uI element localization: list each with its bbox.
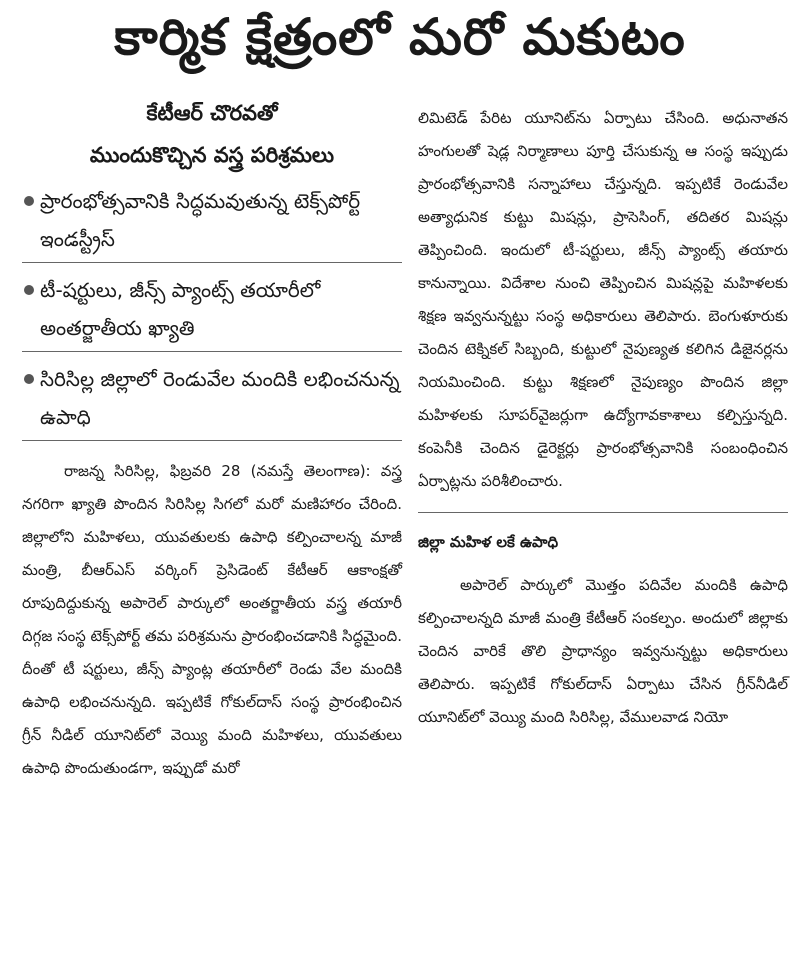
right-column	[418, 102, 788, 734]
highlight-bullet	[22, 358, 402, 441]
article-body-right-2: అపారెల్ పార్కులో మొత్తం పదివేల మందికి ఉపాధి కల్పించాలన్నది మాజీ మంత్రి కేటీఆర్ సంకల్పం. అందులో జిల్లాకు చెందిన వారికే తొలి ప్రాధాన్యం ఇవ్వనున్నట్టు అధికారులు తెలిపారు. ఇప్పటికే గోకుల్‌దాస్ ఏర్పాటు చేసిన గ్రీన్‌నీడిల్ యూనిట్‌లో వెయ్యి మంది సిరిసిల్ల, వేములవాడ నియో	[418, 576, 788, 726]
article-body-left: రాజన్న సిరిసిల్ల, ఫిబ్రవరి 28 (నమస్తే తెలంగాణ): వస్త్ర నగరిగా ఖ్యాతి పొందిన సిరిసిల్ల సిగలో మరో మణిహారం చేరింది. జిల్లాలోని మహిళలు, యువతులకు ఉపాధి కల్పించాలన్న మాజీ మంత్రి, బీఆర్ఎస్ వర్కింగ్ ప్రెసిడెంట్ కేటీఆర్ ఆకాంక్షతో రూపుదిద్దుకున్న అపారెల్ పార్కులో అంతర్జాతీయ వస్త్ర తయారీ దిగ్గజ సంస్థ టెక్స్‌పోర్ట్ తమ పరిశ్రమను ప్రారంభించడానికి సిద్ధమైంది. దీంతో టీ షర్టులు, జీన్స్ ప్యాంట్ల తయారీలో రెండు వేల మందికి ఉపాధి లభించనున్నది. ఇప్పటికే గోకుల్‌దాస్ సంస్థ ప్రారంభించిన గ్రీన్ నీడిల్ యూనిట్‌లో వెయ్యి మంది మహిళలు, యువతులు ఉపాధి పొందుతుండగా, ఇప్పుడో మరో	[22, 462, 402, 777]
bullet-icon	[24, 374, 34, 384]
section-subhead: జిల్లా మహిళ లకే ఉపాధి	[418, 512, 788, 557]
subheading-line-1: కేటీఆర్ చొరవతో	[146, 101, 278, 125]
article-body-right: లిమిటెడ్ పేరిట యూనిట్‌ను ఏర్పాటు చేసింది. అధునాతన హంగులతో షెడ్ల నిర్మాణాలు పూర్తి చేసుకున్న ఆ సంస్థ ఇప్పుడు ప్రారంభోత్సవానికి సన్నాహాలు చేస్తున్నది. ఇప్పటికే రెండువేల అత్యాధునిక కుట్టు మిషన్లు, ప్రాసెసింగ్, తదితర మిషన్లు తెప్పించింది. ఇందులో టీ-షర్టులు, జీన్స్ ప్యాంట్స్ తయారు కానున్నాయి. విదేశాల నుంచి తెప్పించిన మిషన్లపై మహిళలకు శిక్షణ ఇవ్వనున్నట్టు సంస్థ అధికారులు తెలిపారు. బెంగుళూరుకు చెందిన టెక్నికల్ సిబ్బంది, కుట్టులో నైపుణ్యత కలిగిన డిజైనర్లను నియమించింది. కుట్టు శిక్షణలో నైపుణ్యం పొందిన జిల్లా మహిళలకు సూపర్‌వైజర్లుగా ఉద్యోగావకాశాలు కల్పిస్తున్నది. కంపెనీకి చెందిన డైరెక్టర్లు ప్రారంభోత్సవానికి సంబంధించిన ఏర్పాట్లను పరిశీలించారు.	[418, 109, 788, 490]
bullet-icon	[24, 196, 34, 206]
highlight-bullet	[22, 269, 402, 352]
subheading-line-2: ముందుకొచ్చిన వస్త్ర పరిశ్రమలు	[89, 143, 335, 167]
bullet-text: టీ-షర్టులు, జీన్స్ ప్యాంట్స్ తయారీలో అంతర్జాతీయ ఖ్యాతి	[40, 278, 321, 340]
bullet-text: ప్రారంభోత్సవానికి సిద్ధమవుతున్న టెక్స్‌పోర్ట్ ఇండస్ట్రీస్	[40, 189, 361, 251]
bullet-text: సిరిసిల్ల జిల్లాలో రెండువేల మందికి లభించనున్న ఉపాధి	[40, 367, 400, 429]
highlight-bullet	[22, 180, 402, 263]
left-column	[22, 92, 402, 785]
headline: కార్మిక క్షేత్రంలో మరో మకుటం	[114, 8, 686, 66]
bullet-icon	[24, 285, 34, 295]
